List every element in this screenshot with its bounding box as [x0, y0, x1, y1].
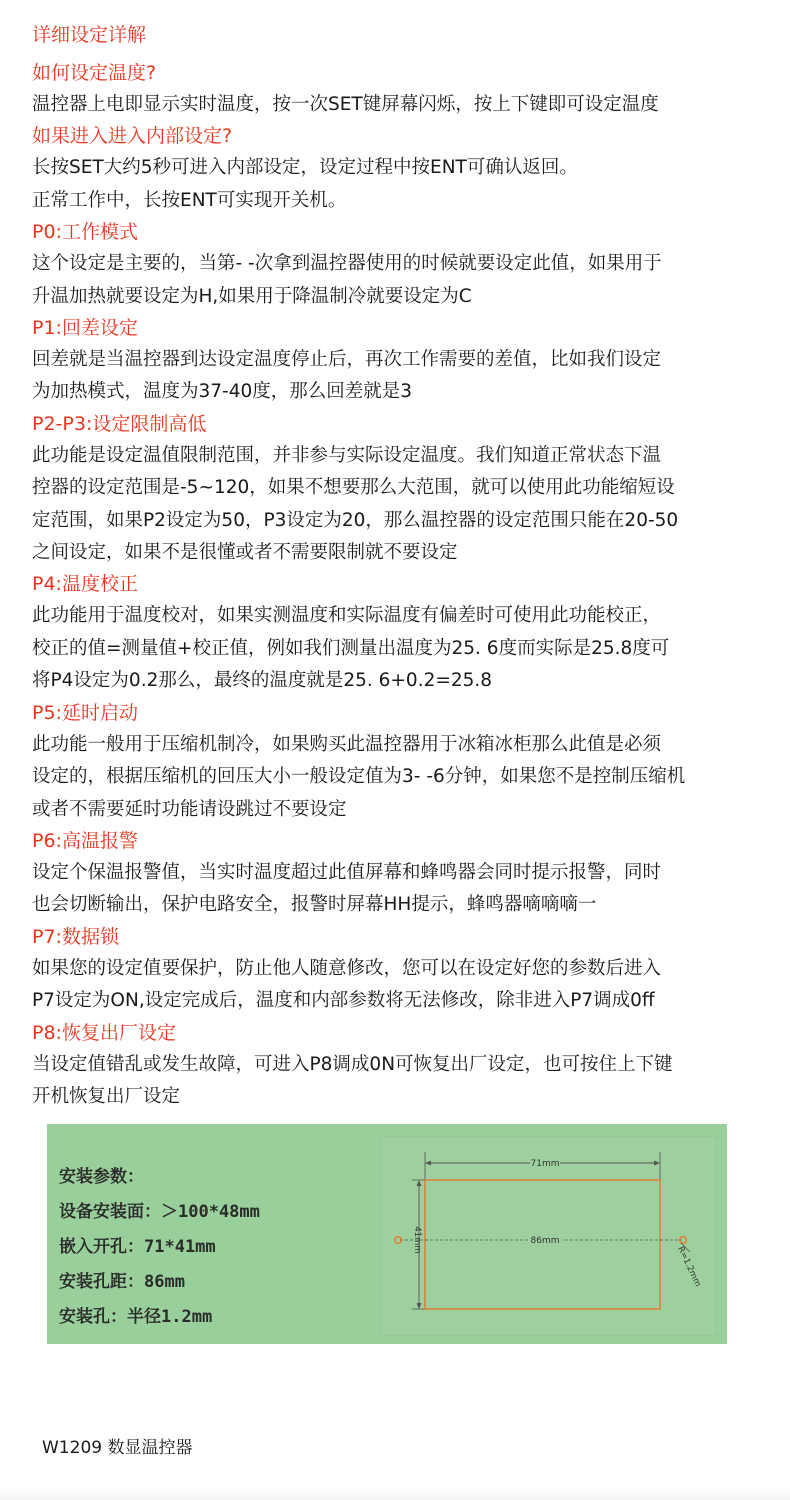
section-heading: P4:温度校正 [32, 573, 138, 596]
section-heading: P5:延时启动 [32, 701, 138, 724]
section-text-line: 此功能用于温度校对，如果实测温度和实际温度有偏差时可使用此功能校正， [32, 605, 662, 627]
section-heading: P7:数据锁 [32, 925, 119, 948]
width-label: 71mm [530, 1159, 560, 1169]
section-text-line: 这个设定是主要的，当第- -次拿到温控器使用的时候就要设定此值，如果用于 [32, 253, 662, 275]
section-text-line: 定范围，如果P2设定为50，P3设定为20，那么温控器的设定范围只能在20-50 [32, 509, 679, 531]
section-text-line: 设定的，根据压缩机的回压大小一般设定值为3- -6分钟，如果您不是控制压缩机 [32, 766, 686, 788]
spec-title: 安装参数： [59, 1167, 144, 1187]
section-text-line: 之间设定，如果不是很懂或者不需要限制就不要设定 [32, 542, 458, 564]
section-text-line: 如果您的设定值要保护，防止他人随意修改，您可以在设定好您的参数后进入 [32, 957, 662, 979]
section-text-line: 为加热模式，温度为37-40度，那么回差就是3 [32, 381, 413, 403]
section-heading: 如果进入进入内部设定? [32, 125, 233, 148]
section-text-line: 长按SET大约5秒可进入内部设定，设定过程中按ENT可确认返回。 [32, 157, 578, 179]
bottom-fade [0, 1488, 790, 1500]
section-text-line: 开机恢复出厂设定 [32, 1085, 181, 1107]
section-heading: P6:高温报警 [32, 829, 138, 852]
spec-cutout: 嵌入开孔：71*41mm [59, 1237, 216, 1257]
hole-radius-label: R=1.2mm [675, 1245, 703, 1289]
section-text-line: 控器的设定范围是-5~120，如果不想要那么大范围，就可以使用此功能缩短设 [32, 477, 675, 499]
height-label: 41mm [412, 1226, 422, 1254]
section-text-line: 或者不需要延时功能请设跳过不要设定 [32, 798, 347, 820]
section-heading: P8:恢复出厂设定 [32, 1021, 176, 1044]
section-text-line: P7设定为ON,设定完成后，温度和内部参数将无法修改，除非进入P7调成0ff [32, 990, 655, 1012]
section-text-line: 校正的值=测量值+校正值，例如我们测量出温度为25. 6度而实际是25.8度可 [32, 637, 670, 659]
document-title: 详细设定详解 [32, 24, 147, 46]
spec-document [32, 20, 772, 1113]
section-text-line: 设定个保温报警值，当实时温度超过此值屏幕和蜂鸣器会同时提示报警，同时 [32, 861, 662, 883]
section-text-line: 回差就是当温控器到达设定温度停止后，再次工作需要的差值，比如我们设定 [32, 349, 662, 371]
sections-list [32, 58, 772, 1113]
section-heading: P0:工作模式 [32, 221, 138, 244]
installation-specs [59, 1160, 260, 1335]
cutout-diagram [380, 1136, 717, 1336]
spec-hole-distance: 安装孔距：86mm [59, 1272, 185, 1292]
product-caption: W1209 数显温控器 [42, 1438, 193, 1458]
section-heading: 如何设定温度? [32, 62, 157, 84]
spec-hole: 安装孔：半径1.2mm [59, 1307, 213, 1327]
section-text-line: 也会切断输出，保护电路安全，报警时屏幕HH提示，蜂鸣器嘀嘀嘀一 [32, 894, 597, 916]
section-heading: P2-P3:设定限制高低 [32, 412, 207, 435]
section-text-line: 升温加热就要设定为H,如果用于降温制冷就要设定为C [32, 285, 472, 307]
section-heading: P1:回差设定 [32, 317, 138, 340]
section-text-line: 温控器上电即显示实时温度，按一次SET键屏幕闪烁，按上下键即可设定温度 [32, 94, 659, 115]
section-text-line: 当设定值错乱或发生故障，可进入P8调成0N可恢复出厂设定，也可按住上下键 [32, 1053, 673, 1075]
section-text-line: 正常工作中，长按ENT可实现开关机。 [32, 189, 347, 211]
spec-surface: 设备安装面：＞100*48mm [59, 1202, 260, 1222]
installation-panel [47, 1124, 727, 1344]
section-text-line: 将P4设定为0.2那么，最终的温度就是25. 6+0.2=25.8 [32, 670, 493, 692]
section-text-line: 此功能一般用于压缩机制冷，如果购买此温控器用于冰箱冰柜那么此值是必须 [32, 733, 662, 755]
hole-distance-label: 86mm [530, 1236, 560, 1246]
section-text-line: 此功能是设定温值限制范围，并非参与实际设定温度。我们知道正常状态下温 [32, 444, 662, 466]
